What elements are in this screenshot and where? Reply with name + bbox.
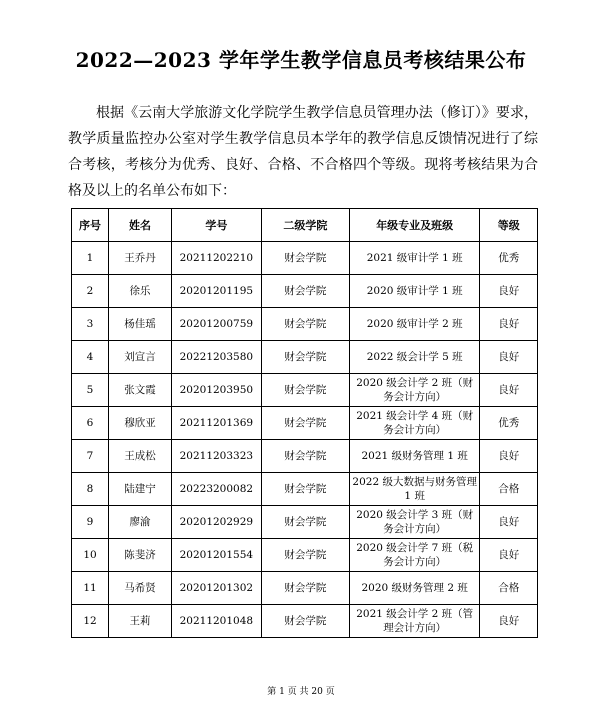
cell-class: 2021 级会计学 4 班（财务会计方向） <box>349 407 479 440</box>
cell-no: 1 <box>72 242 109 275</box>
cell-name: 杨佳瑶 <box>109 308 172 341</box>
table-row <box>72 407 538 440</box>
cell-student-id: 20201201302 <box>171 572 261 605</box>
table-row <box>72 242 538 275</box>
cell-name: 马希贤 <box>109 572 172 605</box>
table-row <box>72 539 538 572</box>
table-row <box>72 275 538 308</box>
cell-college: 财会学院 <box>261 374 349 407</box>
table-row <box>72 308 538 341</box>
cell-grade: 良好 <box>480 440 538 473</box>
cell-grade: 良好 <box>480 374 538 407</box>
cell-no: 5 <box>72 374 109 407</box>
cell-no: 4 <box>72 341 109 374</box>
cell-class: 2021 级审计学 1 班 <box>349 242 479 275</box>
cell-student-id: 20211202210 <box>171 242 261 275</box>
cell-class: 2020 级审计学 2 班 <box>349 308 479 341</box>
page-title: 2022—2023 学年学生教学信息员考核结果公布 <box>75 48 527 72</box>
intro-paragraph: 根据《云南大学旅游文化学院学生教学信息员管理办法（修订）》要求，教学质量监控办公室对学生教学信息员本学年的教学信息反馈情况进行了综合考核，考核分为优秀、良好、合格、不合格四个等级。现将考核结果为合格及以上的名单公布如下： <box>68 105 538 199</box>
cell-grade: 良好 <box>480 275 538 308</box>
table-row <box>72 473 538 506</box>
cell-name: 陈斐济 <box>109 539 172 572</box>
cell-student-id: 20201201195 <box>171 275 261 308</box>
cell-no: 7 <box>72 440 109 473</box>
cell-class: 2020 级会计学 7 班（税务会计方向） <box>349 539 479 572</box>
cell-college: 财会学院 <box>261 275 349 308</box>
cell-college: 财会学院 <box>261 572 349 605</box>
cell-grade: 良好 <box>480 539 538 572</box>
cell-name: 王成松 <box>109 440 172 473</box>
cell-name: 廖渝 <box>109 506 172 539</box>
table-row <box>72 605 538 638</box>
header-name: 姓名 <box>109 209 172 242</box>
cell-college: 财会学院 <box>261 407 349 440</box>
header-college: 二级学院 <box>261 209 349 242</box>
cell-college: 财会学院 <box>261 473 349 506</box>
header-no: 序号 <box>72 209 109 242</box>
table-row <box>72 572 538 605</box>
table-row <box>72 440 538 473</box>
cell-grade: 良好 <box>480 605 538 638</box>
table-row <box>72 341 538 374</box>
cell-grade: 优秀 <box>480 242 538 275</box>
cell-student-id: 20201203950 <box>171 374 261 407</box>
header-class: 年级专业及班级 <box>349 209 479 242</box>
cell-grade: 合格 <box>480 572 538 605</box>
cell-name: 张文霞 <box>109 374 172 407</box>
cell-no: 9 <box>72 506 109 539</box>
cell-no: 10 <box>72 539 109 572</box>
cell-name: 王莉 <box>109 605 172 638</box>
cell-class: 2022 级大数据与财务管理 1 班 <box>349 473 479 506</box>
header-grade: 等级 <box>480 209 538 242</box>
cell-no: 12 <box>72 605 109 638</box>
cell-name: 刘宣言 <box>109 341 172 374</box>
cell-college: 财会学院 <box>261 308 349 341</box>
cell-student-id: 20211201369 <box>171 407 261 440</box>
cell-college: 财会学院 <box>261 341 349 374</box>
cell-student-id: 20201202929 <box>171 506 261 539</box>
cell-grade: 良好 <box>480 506 538 539</box>
page-footer: 第 1 页 共 20 页 <box>267 687 335 697</box>
cell-no: 11 <box>72 572 109 605</box>
cell-college: 财会学院 <box>261 506 349 539</box>
cell-student-id: 20201200759 <box>171 308 261 341</box>
cell-class: 2020 级会计学 2 班（财务会计方向） <box>349 374 479 407</box>
cell-class: 2021 级财务管理 1 班 <box>349 440 479 473</box>
cell-student-id: 20223200082 <box>171 473 261 506</box>
table-row <box>72 374 538 407</box>
cell-grade: 良好 <box>480 341 538 374</box>
cell-college: 财会学院 <box>261 539 349 572</box>
cell-name: 穆欣亚 <box>109 407 172 440</box>
results-table <box>71 208 538 638</box>
cell-college: 财会学院 <box>261 242 349 275</box>
header-student-id: 学号 <box>171 209 261 242</box>
cell-no: 6 <box>72 407 109 440</box>
cell-college: 财会学院 <box>261 605 349 638</box>
cell-student-id: 20221203580 <box>171 341 261 374</box>
cell-class: 2022 级会计学 5 班 <box>349 341 479 374</box>
cell-student-id: 20211201048 <box>171 605 261 638</box>
table-row <box>72 506 538 539</box>
cell-class: 2020 级审计学 1 班 <box>349 275 479 308</box>
cell-class: 2020 级财务管理 2 班 <box>349 572 479 605</box>
cell-name: 徐乐 <box>109 275 172 308</box>
cell-grade: 优秀 <box>480 407 538 440</box>
cell-no: 8 <box>72 473 109 506</box>
cell-student-id: 20201201554 <box>171 539 261 572</box>
cell-no: 2 <box>72 275 109 308</box>
cell-name: 王乔丹 <box>109 242 172 275</box>
cell-name: 陆建宁 <box>109 473 172 506</box>
table-header-row <box>72 209 538 242</box>
cell-college: 财会学院 <box>261 440 349 473</box>
cell-student-id: 20211203323 <box>171 440 261 473</box>
cell-class: 2020 级会计学 3 班（财务会计方向） <box>349 506 479 539</box>
cell-class: 2021 级会计学 2 班（管理会计方向） <box>349 605 479 638</box>
cell-grade: 合格 <box>480 473 538 506</box>
cell-grade: 良好 <box>480 308 538 341</box>
cell-no: 3 <box>72 308 109 341</box>
